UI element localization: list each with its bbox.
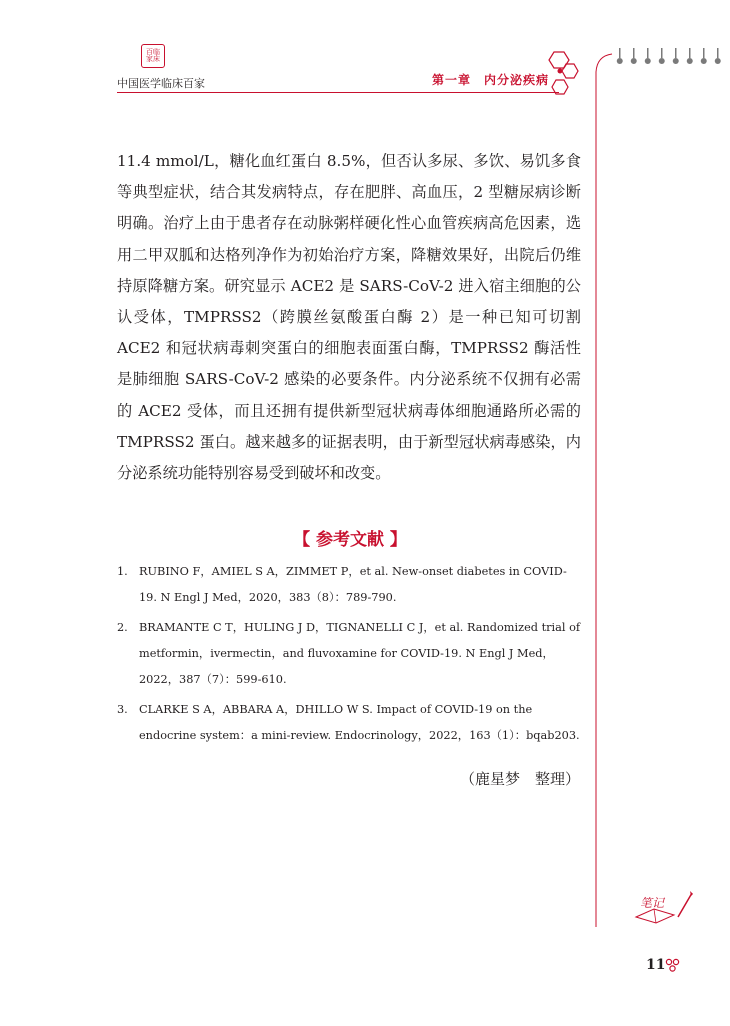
- references-title: 【 参考文献 】: [293, 530, 407, 550]
- reference-number: 1.: [117, 565, 128, 578]
- reference-item: [117, 697, 581, 749]
- series-name: 中国医学临床百家: [117, 77, 205, 90]
- body-paragraph: 11.4 mmol/L，糖化血红蛋白 8.5%，但否认多尿、多饮、易饥多食等典型症状，结合其发病特点，存在肥胖、高血压，2 型糖尿病诊断明确。治疗上由于患者存在动脉粥样硬化性心血管疾病高危因素，选用二甲双胍和达格列净作为初始治疗方案，降糖效果好，出院后仍维持原降糖方案。研究显示 ACE2 是 SARS-CoV-2 进入宿主细胞的公认受体，TMPRSS2（跨膜丝氨酸蛋白酶 2）是一种已知可切割 ACE2 和冠状病毒刺突蛋白的细胞表面蛋白酶，TMPRSS2 酶活性是肺细胞 SARS-CoV-2 感染的必要条件。内分泌系统不仅拥有必需的 ACE2 受体，而且还拥有提供新型冠状病毒体细胞通路所必需的 TMPRSS2 蛋白。越来越多的证据表明，由于新型冠状病毒感染，内分泌系统功能特别容易受到破坏和改变。: [117, 152, 581, 483]
- molecule-icon: [665, 958, 681, 972]
- notes-pen-icon: [634, 887, 694, 927]
- reference-text: RUBINO F，AMIEL S A，ZIMMET P，et al. New-onset diabetes in COVID-19. N Engl J Med，2020，383（8）：789-790.: [139, 565, 567, 604]
- editor-credit: （鹿星梦 整理）: [460, 770, 581, 788]
- reference-number: 3.: [117, 703, 128, 716]
- page-number: 11: [646, 957, 666, 973]
- reference-number: 2.: [117, 621, 128, 634]
- reference-text: CLARKE S A，ABBARA A，DHILLO W S. Impact of COVID-19 on the endocrine system：a mini-review. Endocrinology，2022，163（1）：bqab203.: [139, 703, 580, 742]
- margin-note-label: 笔记: [640, 896, 665, 910]
- reference-list: [117, 559, 581, 749]
- chapter-title: 第一章 内分泌疾病: [432, 73, 550, 87]
- publisher-logo: [141, 44, 165, 68]
- header-rule: [117, 92, 559, 93]
- logo-text: 百临 家床: [146, 48, 160, 63]
- notes-margin-line: [593, 52, 613, 932]
- reference-item: [117, 559, 581, 611]
- hexagon-decoration-icon: [540, 50, 580, 100]
- notebook-pins-icon: [616, 48, 728, 68]
- reference-text: BRAMANTE C T，HULING J D，TIGNANELLI C J，et al. Randomized trial of metformin，ivermectin，and fluvoxamine for COVID-19. N Engl J Med，2022，387（7）：599-610.: [139, 621, 581, 686]
- reference-item: [117, 615, 581, 693]
